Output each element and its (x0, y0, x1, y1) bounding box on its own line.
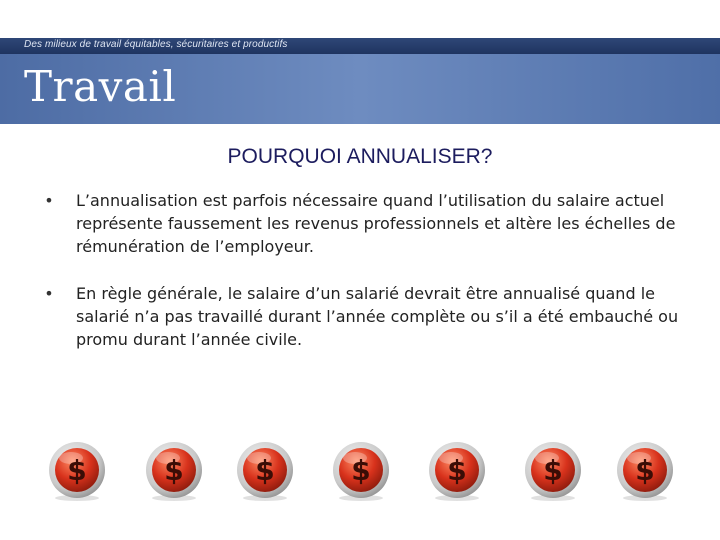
dollar-coin-icon (330, 440, 392, 502)
dollar-coin-icon (426, 440, 488, 502)
bullet-text: En règle générale, le salaire d’un salarié devrait être annualisé quand le salarié n’a pas travaillé durant l’année complète ou s’il a été embauché ou promu durant l’année civile. (76, 284, 679, 349)
top-margin (0, 0, 720, 38)
bullet-text: L’annualisation est parfois nécessaire quand l’utilisation du salaire actuel représente faussement les revenus professionnels et altère les échelles de rémunération de l’employeur. (76, 191, 676, 256)
dollar-coin-icon (46, 440, 108, 502)
svg-text:$: $ (447, 454, 467, 487)
bullet-glyph: • (44, 284, 54, 303)
bullet-item (34, 189, 684, 258)
dollar-coin-icon (143, 440, 205, 502)
svg-text:$: $ (255, 454, 275, 487)
svg-text:$: $ (635, 454, 655, 487)
tagline-bar (0, 38, 720, 54)
dollar-coin-icon (234, 440, 296, 502)
coin-row (0, 440, 720, 510)
bullet-item (34, 282, 684, 351)
header-banner (0, 54, 720, 124)
svg-text:$: $ (351, 454, 371, 487)
brand-title: Travail (24, 62, 177, 111)
svg-text:$: $ (67, 454, 87, 487)
header-tagline: Des milieux de travail équitables, sécuritaires et productifs (24, 39, 288, 50)
slide-title-text: POURQUOI ANNUALISER? (227, 145, 493, 168)
bullet-glyph: • (44, 191, 54, 210)
dollar-coin-icon (522, 440, 584, 502)
slide-title (0, 145, 720, 169)
svg-text:$: $ (164, 454, 184, 487)
dollar-coin-icon (614, 440, 676, 502)
svg-text:$: $ (543, 454, 563, 487)
bullet-list (34, 189, 684, 375)
